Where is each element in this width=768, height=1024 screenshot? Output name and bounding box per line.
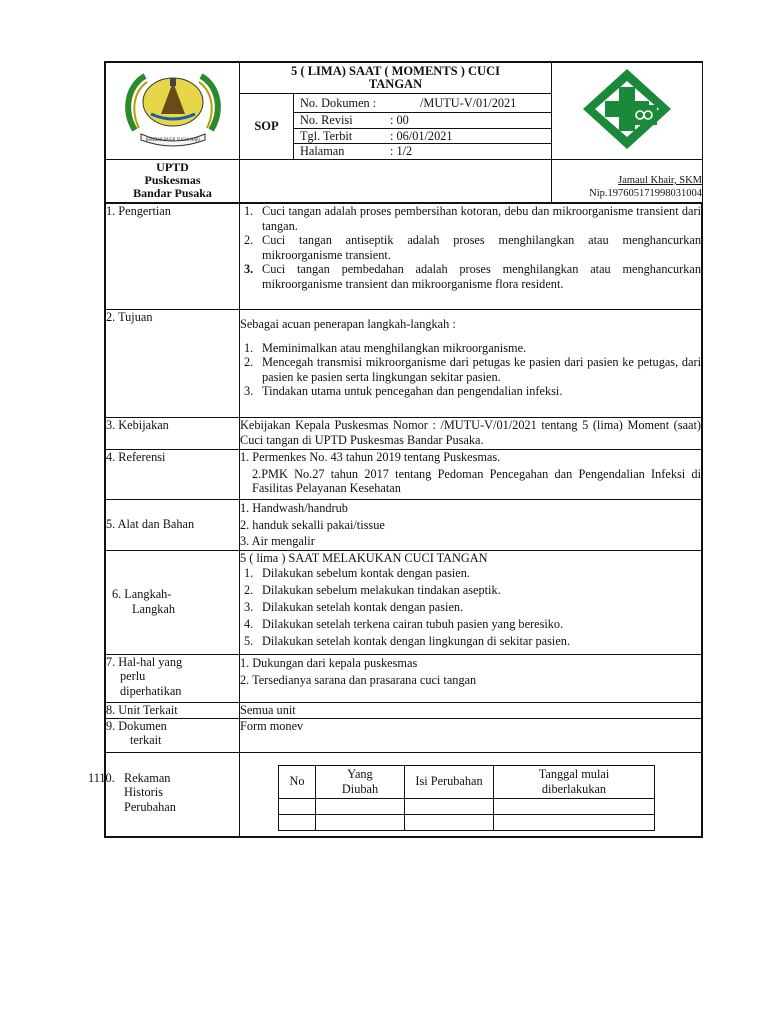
row-unit-terkait: 8. Unit Terkait Semua unit (106, 702, 702, 718)
puskesmas-logo-icon (579, 65, 675, 153)
organization-name: UPTD Puskesmas Bandar Pusaka (106, 160, 240, 203)
no-revisi-row: No. Revisi : 00 (294, 113, 552, 129)
history-row (279, 798, 655, 814)
row-kebijakan: 3. Kebijakan Kebijakan Kepala Puskesmas Nomor : /MUTU-V/01/2021 tentang 5 (lima) Moment (saat) Cuci tangan di UPTD Puskesmas Bandar Pusaka. (106, 418, 702, 450)
rekaman-number: 1110. (88, 770, 115, 785)
list-item: 2. Tersedianya sarana dan prasarana cuci tangan (240, 672, 477, 687)
sop-document (88, 61, 703, 838)
list-item: 3. Air mengalir (240, 534, 315, 548)
row-rekaman-historis: 1110. Rekaman Historis Perubahan No Yang Diubah Isi Perubahan Tanggal mulai diberlakukan (106, 752, 702, 836)
sop-body-table (88, 203, 702, 837)
hal-list (240, 654, 702, 702)
row-tujuan: 2. Tujuan Sebagai acuan penerapan langkah-langkah : 1. Meminimalkan atau menghilangkan mikroorganisme. 2. Mencegah transmisi mikroorganisme dari petugas ke pasien dari pasien ke petugas, dari pasien ke pasien serta lingkungan sekitar pasien. 3. Tindakan utama untuk pencegahan dan pengendalian infeksi. (106, 310, 702, 418)
langkah-list (240, 565, 701, 650)
sop-label: SOP (240, 94, 294, 160)
document-title: 5 ( LIMA) SAAT ( MOMENTS ) CUCI TANGAN (240, 63, 552, 94)
history-row (279, 814, 655, 830)
alat-list (240, 500, 702, 551)
list-item: 3. Tindakan utama untuk pencegahan dan pengendalian infeksi. (244, 384, 563, 399)
col-header-no: No (279, 765, 316, 798)
row-alat-bahan: 5. Alat dan Bahan 1. Handwash/handrub 2. handuk sekalli pakai/tissue 3. Air mengalir (106, 500, 702, 551)
tujuan-list (240, 341, 701, 399)
col-header-isi-perubahan: Isi Perubahan (405, 765, 494, 798)
emblem-caption: BANDAR PASIR SUCHI HAJU (145, 137, 200, 143)
list-item: 3. Dilakukan setelah kontak dengan pasien. (244, 600, 464, 615)
list-item: 1. Dilakukan sebelum kontak dengan pasien. (244, 566, 470, 581)
list-item: 5. Dilakukan setelah kontak dengan lingkungan di sekitar pasien. (244, 634, 571, 649)
tgl-terbit-row: Tgl. Terbit : 06/01/2021 (294, 128, 552, 144)
list-item: 2. handuk sekalli pakai/tissue (240, 517, 385, 532)
no-dokumen-row: No. Dokumen : /MUTU-V/01/2021 (294, 94, 552, 113)
list-item: 2. Dilakukan sebelum melakukan tindakan aseptik. (244, 583, 501, 598)
col-header-tanggal: Tanggal mulai diberlakukan (494, 765, 655, 798)
halaman-row: Halaman : 1/2 (294, 144, 552, 160)
row-referensi: 4. Referensi 1. Permenkes No. 43 tahun 2019 tentang Puskesmas. 2.PMK No.27 tahun 2017 tentang Pedoman Pencegahan dan Pengendalian Infeksi di Fasilitas Pelayanan Kesehatan (106, 450, 702, 500)
revision-history-table (278, 765, 655, 831)
row-dokumen-terkait: 9. Dokumen terkait Form monev (106, 718, 702, 752)
list-item: 2. Mencegah transmisi mikroorganisme dari petugas ke pasien dari pasien ke petugas, dari pasien ke pasien serta lingkungan sekitar pasien. (244, 355, 701, 384)
row-hal-hal: 7. Hal-hal yang perlu diperhatikan 1. Dukungan dari kepala puskesmas 2. Tersedianya sarana dan prasarana cuci tangan (106, 654, 702, 702)
col-header-yang-diubah: Yang Diubah (316, 765, 405, 798)
list-item: 1. Handwash/handrub (240, 501, 348, 515)
header-table (105, 62, 703, 203)
list-item: 1. Dukungan dari kepala puskesmas (240, 655, 418, 670)
list-item: 4. Dilakukan setelah terkena cairan tubuh pasien yang beresiko. (244, 617, 564, 632)
row-pengertian: 1. Pengertian 1. Cuci tangan adalah proses pembersihan kotoran, debu dan mikroorganisme transient dari tangan. 2. Cuci tangan antiseptik adalah proses menghilangkan atau menghancurkan mikroorganisme transient. 3. Cuci tangan pembedahan adalah proses menghilangkan atau menghancurkan mikroorganisme transient dan mikroorganisme flora resident. (106, 204, 702, 310)
pengertian-list (240, 204, 701, 292)
list-item: 2. Cuci tangan antiseptik adalah proses menghilangkan atau menghancurkan mikroorganisme transient. (244, 233, 701, 262)
health-logo-cell (552, 63, 703, 160)
row-langkah: 6. Langkah- Langkah 5 ( lima ) SAAT MELAKUKAN CUCI TANGAN 1. Dilakukan sebelum kontak dengan pasien. 2. Dilakukan sebelum melakukan tindakan aseptik. 3. Dilakukan setelah kontak dengan pasien. 4. Dilakukan setelah terkena cairan tubuh pasien yang beresiko. 5. Dilakukan setelah kontak dengan lingkungan di sekitar pasien. (106, 550, 702, 654)
regency-emblem-icon (121, 68, 225, 150)
list-item: 1. Cuci tangan adalah proses pembersihan kotoran, debu dan mikroorganisme transient dari tangan. (244, 204, 701, 233)
signature-block: Jamaul Khair, SKM Nip.197605171998031004 (552, 160, 703, 203)
blank-header-cell (240, 160, 552, 203)
list-item: 3. Cuci tangan pembedahan adalah proses menghilangkan atau menghancurkan mikroorganisme transient dan mikroorganisme flora resident. (244, 262, 701, 291)
regency-logo-cell (106, 63, 240, 160)
list-item: 1. Meminimalkan atau menghilangkan mikroorganisme. (244, 340, 527, 355)
